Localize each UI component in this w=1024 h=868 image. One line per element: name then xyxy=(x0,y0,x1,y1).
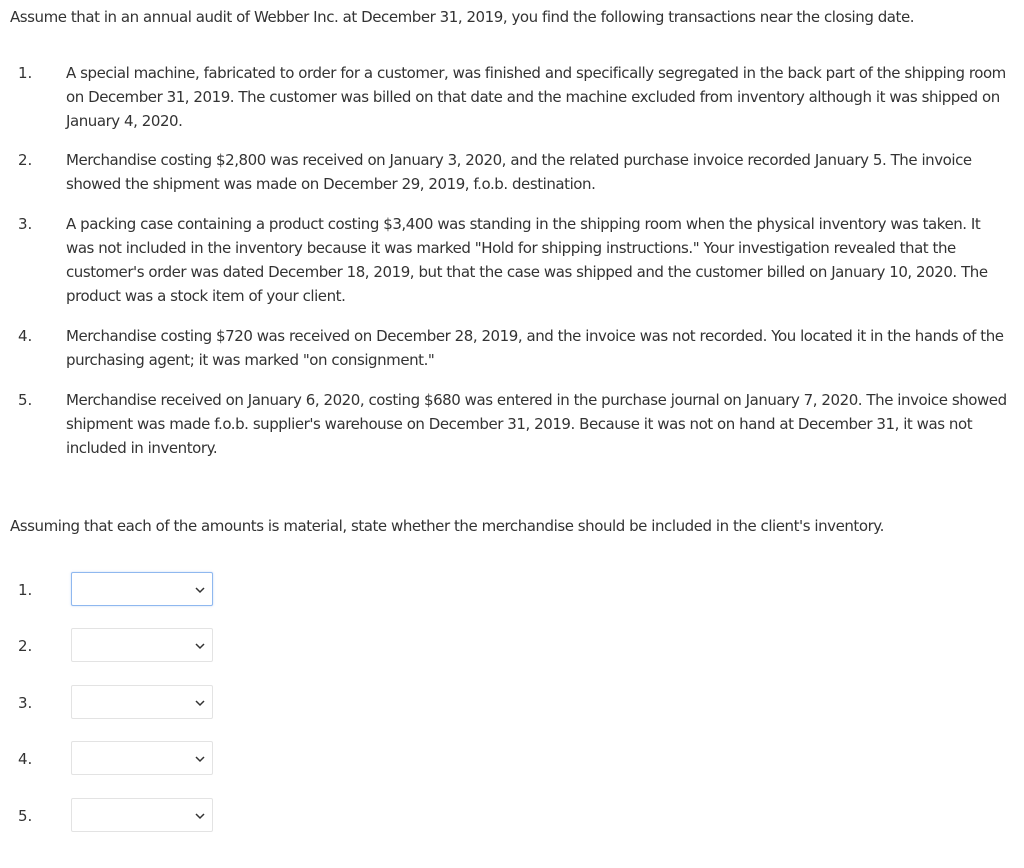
item-text: Merchandise received on January 6, 2020, costing $680 was entered in the purchase journal on January 7, 2020. The invoice showed shipment was made f.o.b. supplier's warehouse on December 31, 2019. Because it was not on hand at December 31, it was not included in inventory. xyxy=(66,391,1007,457)
answer-row xyxy=(0,798,300,834)
answer-2-select[interactable] xyxy=(71,628,213,662)
answer-3-select[interactable] xyxy=(71,685,213,719)
chevron-down-icon xyxy=(194,753,206,765)
item-text: Merchandise costing $2,800 was received on January 3, 2020, and the related purchase invoice recorded January 5. The invoice showed the shipment was made on December 29, 2019, f.o.b. destination. xyxy=(66,151,972,193)
answer-row xyxy=(0,685,300,721)
item-number: 4. xyxy=(18,327,33,345)
answer-5-select[interactable] xyxy=(71,798,213,832)
chevron-down-icon xyxy=(194,584,206,596)
question-prompt: Assuming that each of the amounts is material, state whether the merchandise should be included in the client's inventory. xyxy=(10,517,884,535)
answer-row xyxy=(0,572,300,608)
item-number: 1. xyxy=(18,64,33,82)
answer-row xyxy=(0,628,300,664)
answer-number: 3. xyxy=(18,694,33,712)
answer-number: 4. xyxy=(18,750,33,768)
item-text: A special machine, fabricated to order for a customer, was finished and specifically segregated in the back part of the shipping room on December 31, 2019. The customer was billed on that date and the machine excluded from inventory although it was shipped on January 4, 2020. xyxy=(66,64,1006,130)
item-number: 3. xyxy=(18,215,33,233)
answer-row xyxy=(0,741,300,777)
chevron-down-icon xyxy=(194,640,206,652)
item-text: A packing case containing a product costing $3,400 was standing in the shipping room when the physical inventory was taken. It was not included in the inventory because it was marked "Hold for shipping instructions." Your investigation revealed that the customer's order was dated December 18, 2019, but that the case was shipped and the customer billed on January 10, 2020. The product was a stock item of your client. xyxy=(66,215,988,305)
answer-4-select[interactable] xyxy=(71,741,213,775)
answer-number: 1. xyxy=(18,581,33,599)
answer-1-select[interactable] xyxy=(71,572,213,606)
answer-number: 5. xyxy=(18,807,33,825)
chevron-down-icon xyxy=(194,697,206,709)
intro-text: Assume that in an annual audit of Webber Inc. at December 31, 2019, you find the following transactions near the closing date. xyxy=(10,8,915,26)
item-text: Merchandise costing $720 was received on December 28, 2019, and the invoice was not recorded. You located it in the hands of the purchasing agent; it was marked "on consignment." xyxy=(66,327,1004,369)
chevron-down-icon xyxy=(194,810,206,822)
item-number: 5. xyxy=(18,391,33,409)
item-number: 2. xyxy=(18,151,33,169)
answer-number: 2. xyxy=(18,637,33,655)
